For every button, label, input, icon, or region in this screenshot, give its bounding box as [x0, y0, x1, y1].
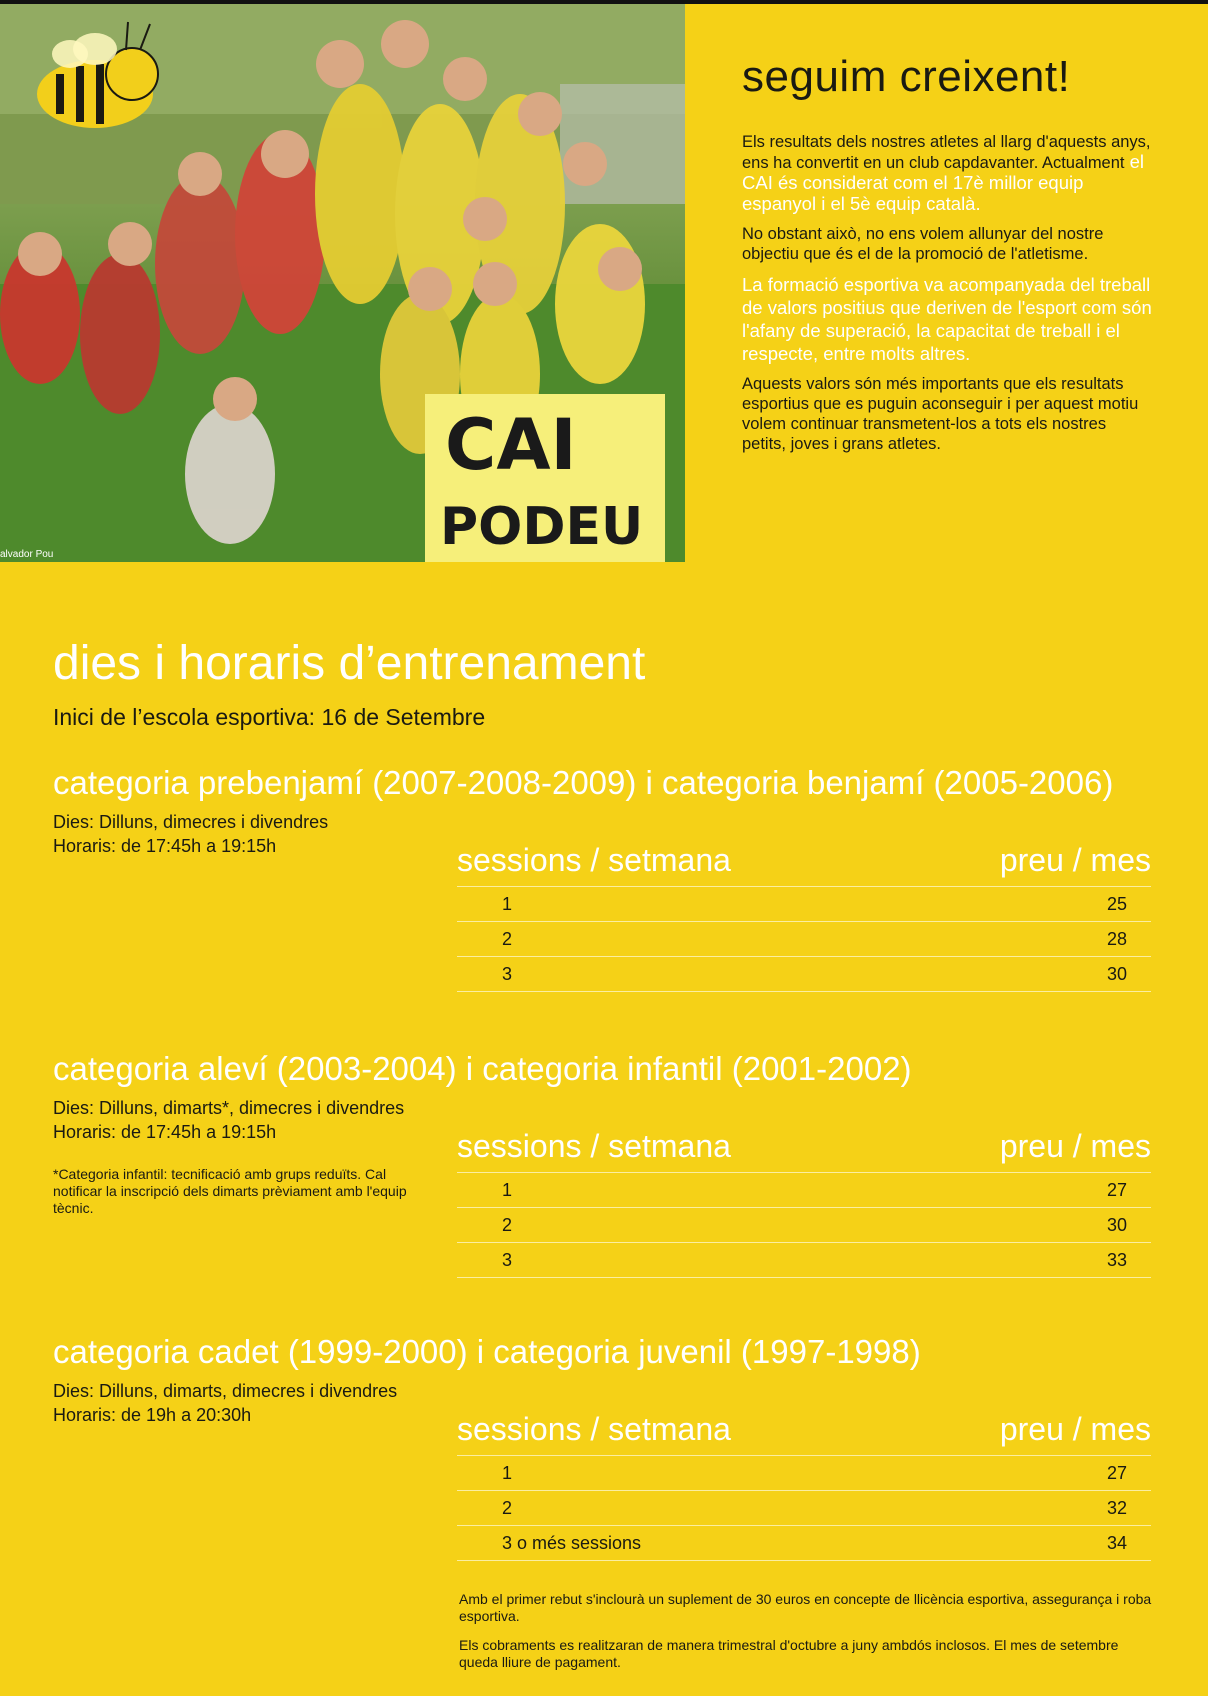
row-sessions: 2: [502, 1497, 513, 1518]
table-row: [457, 1173, 1151, 1208]
sign-cai: CAI: [445, 404, 577, 486]
schedule-title: dies i horaris d’entrenament: [53, 637, 646, 690]
row-price: 27: [1106, 1462, 1127, 1483]
row-price: 33: [1106, 1249, 1127, 1270]
row-price: 34: [1106, 1532, 1127, 1553]
row-sessions: 1: [502, 893, 513, 914]
price-table: [457, 1403, 1151, 1561]
category-title: categoria cadet (1999-2000) i categoria juvenil (1997-1998): [53, 1333, 921, 1370]
table-row: [457, 1243, 1151, 1278]
row-price: 30: [1106, 1214, 1127, 1235]
schedule-start-date: Inici de l’escola esportiva: 16 de Setembre: [53, 704, 486, 730]
row-sessions: 2: [502, 928, 513, 949]
category-hours: Horaris: de 17:45h a 19:15h: [53, 836, 277, 856]
header-sessions: sessions / setmana: [457, 1410, 731, 1447]
table-row: [457, 1491, 1151, 1526]
row-sessions: 1: [502, 1462, 513, 1483]
footnote-payments: Els cobraments es realitzaran de manera trimestral d'octubre a juny ambdós inclosos. El mes de setembre queda lliure de pagament.: [459, 1637, 1119, 1670]
team-photo: [0, 4, 685, 562]
price-table-header: [457, 834, 1151, 887]
sign-podeu: PODEU: [440, 497, 644, 557]
header-sessions: sessions / setmana: [457, 841, 731, 878]
intro-paragraph-4: Aquests valors són més importants que els resultats esportius que es puguin aconseguir i per aquest motiu volem continuar transmetent-los a tots els nostres petits, joves i grans atletes.: [742, 375, 1139, 453]
header-sessions: sessions / setmana: [457, 1127, 731, 1164]
price-table-header: [457, 1403, 1151, 1456]
table-row: [457, 1526, 1151, 1561]
intro-paragraph-1: [742, 132, 1154, 215]
category-title: categoria prebenjamí (2007-2008-2009) i categoria benjamí (2005-2006): [53, 764, 1114, 801]
intro-section: [742, 52, 1154, 463]
row-price: 30: [1106, 963, 1127, 984]
table-row: [457, 957, 1151, 992]
footnotes: [459, 1591, 1155, 1683]
intro-p1-highlight: el CAI és considerat com el 17è millor equip espanyol i el 5è equip català.: [742, 151, 1145, 214]
row-sessions: 3 o més sessions: [502, 1532, 642, 1553]
intro-p1-text: Els resultats dels nostres atletes al llarg d'aquests anys, ens ha convertit en un club capdavanter. Actualment: [742, 133, 1151, 172]
category-prebenjami-benjami: [53, 764, 1163, 984]
header-price: preu / mes: [999, 841, 1151, 878]
row-sessions: 1: [502, 1179, 513, 1200]
category-hours: Horaris: de 19h a 20:30h: [53, 1405, 252, 1425]
team-photo-illustration: [0, 4, 685, 562]
price-table: [457, 834, 1151, 992]
category-title: categoria aleví (2003-2004) i categoria infantil (2001-2002): [53, 1050, 912, 1087]
header-price: preu / mes: [999, 1410, 1151, 1447]
footnote-license: Amb el primer rebut s'inclourà un suplement de 30 euros en concepte de llicència esportiva, assegurança i roba esportiva.: [459, 1591, 1152, 1624]
category-days: Dies: Dilluns, dimarts, dimecres i divendres: [53, 1381, 398, 1401]
category-note: *Categoria infantil: tecnificació amb grups reduïts. Cal notificar la inscripció dels dimarts prèviament amb l'equip tècnic.: [53, 1166, 407, 1216]
row-price: 27: [1106, 1179, 1127, 1200]
row-sessions: 3: [502, 963, 513, 984]
intro-paragraph-2: No obstant això, no ens volem allunyar del nostre objectiu que és el de la promoció de l'atletisme.: [742, 225, 1104, 263]
row-price: 25: [1106, 893, 1127, 914]
price-table-header: [457, 1120, 1151, 1173]
table-row: [457, 887, 1151, 922]
row-price: 28: [1106, 928, 1127, 949]
row-sessions: 2: [502, 1214, 513, 1235]
category-days: Dies: Dilluns, dimecres i divendres: [53, 812, 329, 832]
category-alevi-infantil: [53, 1050, 1163, 1270]
category-days: Dies: Dilluns, dimarts*, dimecres i divendres: [53, 1098, 405, 1118]
category-hours: Horaris: de 17:45h a 19:15h: [53, 1122, 277, 1142]
table-row: [457, 922, 1151, 957]
header-price: preu / mes: [999, 1127, 1151, 1164]
row-price: 32: [1106, 1497, 1127, 1518]
intro-title: seguim creixent!: [742, 52, 1071, 101]
table-row: [457, 1456, 1151, 1491]
table-row: [457, 1208, 1151, 1243]
row-sessions: 3: [502, 1249, 513, 1270]
price-table: [457, 1120, 1151, 1278]
photo-credit: alvador Pou: [0, 549, 54, 560]
intro-paragraph-3: La formació esportiva va acompanyada del treball de valors positius que deriven de l'esport com són l'afany de superació, la capacitat de treball i el respecte, entre molts altres.: [742, 274, 1152, 364]
category-cadet-juvenil: [53, 1333, 1163, 1553]
